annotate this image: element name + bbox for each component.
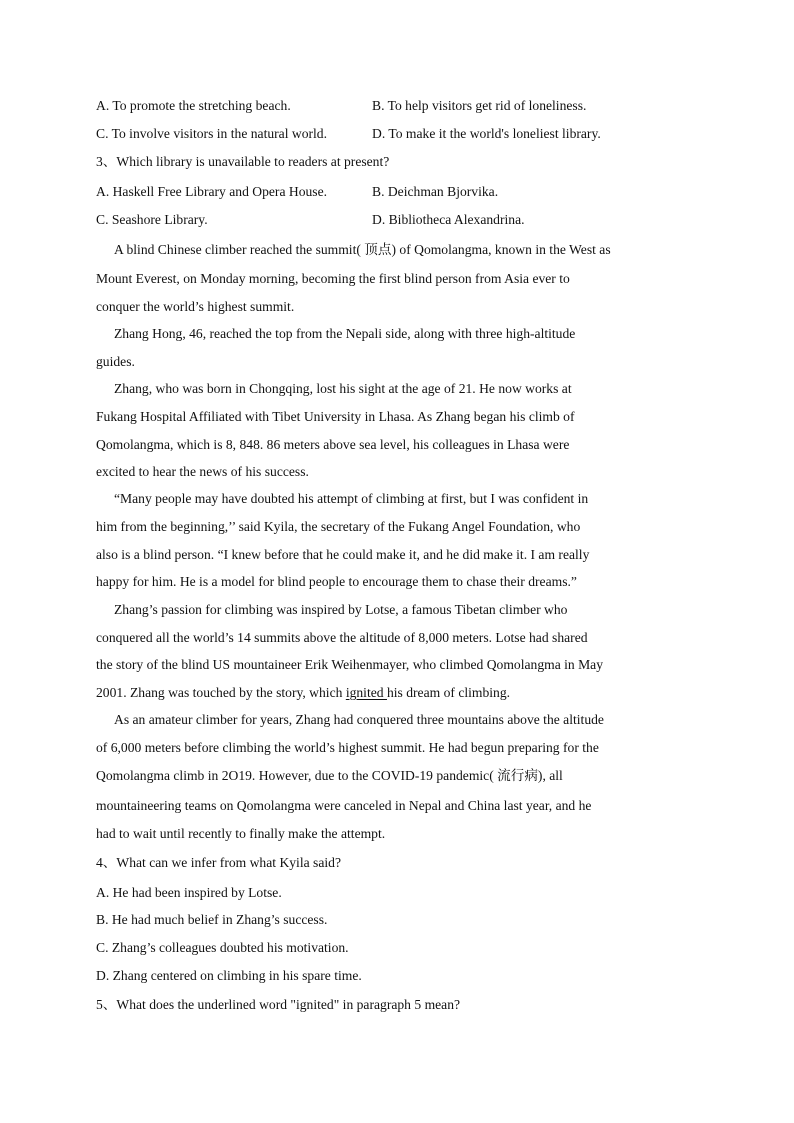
passage-p2-line1: Zhang Hong, 46, reached the top from the Nepali side, along with three high-altitude <box>114 326 576 341</box>
passage-p1-line2: Mount Everest, on Monday morning, becoming the first blind person from Asia ever to <box>96 271 570 286</box>
q3-option-a: A. Haskell Free Library and Opera House. <box>96 184 328 199</box>
passage-p3-line3: Qomolangma, which is 8, 848. 86 meters above sea level, his colleagues in Lhasa were <box>96 437 570 452</box>
q4-option-d: D. Zhang centered on climbing in his spare time. <box>96 968 362 983</box>
q2-options-row2 <box>96 126 700 142</box>
passage-p4-line4: happy for him. He is a model for blind people to encourage them to chase their dreams.” <box>96 574 577 589</box>
q2-option-b: B. To help visitors get rid of loneliness. <box>372 98 587 113</box>
passage-p3-line2: Fukang Hospital Affiliated with Tibet University in Lhasa. As Zhang began his climb of <box>96 409 575 424</box>
passage-p5-line2: conquered all the world’s 14 summits above the altitude of 8,000 meters. Lotse had shared <box>96 630 588 645</box>
q4-question: 4、What can we infer from what Kyila said? <box>96 855 341 870</box>
q4-option-b: B. He had much belief in Zhang’s success. <box>96 912 328 927</box>
passage-p4-line2: him from the beginning,’’ said Kyila, the secretary of the Fukang Angel Foundation, who <box>96 519 581 534</box>
passage-p1-line3: conquer the world’s highest summit. <box>96 299 295 314</box>
q2-option-a: A. To promote the stretching beach. <box>96 98 291 113</box>
passage-p5-line1: Zhang’s passion for climbing was inspired by Lotse, a famous Tibetan climber who <box>114 602 568 617</box>
passage-p1-line1: A blind Chinese climber reached the summit( 顶点) of Qomolangma, known in the West as <box>114 242 611 257</box>
passage-p4-line3: also is a blind person. “I knew before that he could make it, and he did make it. I am really <box>96 547 590 562</box>
q3-option-c: C. Seashore Library. <box>96 212 208 227</box>
passage-p4-line1: “Many people may have doubted his attempt of climbing at first, but I was confident in <box>114 491 589 506</box>
q5-question: 5、What does the underlined word "ignited" in paragraph 5 mean? <box>96 997 461 1012</box>
q2-option-c: C. To involve visitors in the natural world. <box>96 126 328 141</box>
passage-p6-line4: mountaineering teams on Qomolangma were canceled in Nepal and China last year, and he <box>96 798 592 813</box>
q4-option-a: A. He had been inspired by Lotse. <box>96 885 282 900</box>
passage-p5-line4-end: his dream of climbing. <box>386 685 511 700</box>
q3-option-d: D. Bibliotheca Alexandrina. <box>372 212 525 227</box>
q3-options-row2 <box>96 212 700 228</box>
passage-p5-line3: the story of the blind US mountaineer Erik Weihenmayer, who climbed Qomolangma in May <box>96 657 604 672</box>
passage-p6-line3: Qomolangma climb in 2O19. However, due to the COVID-19 pandemic( 流行病), all <box>96 768 563 783</box>
passage-p6-line2: of 6,000 meters before climbing the world’s highest summit. He had begun preparing for the <box>96 740 599 755</box>
q4-option-c: C. Zhang’s colleagues doubted his motivation. <box>96 940 349 955</box>
passage-p2-line2: guides. <box>96 354 135 369</box>
passage-p5-line4 <box>96 685 700 701</box>
q3-options-row1 <box>96 184 700 200</box>
passage-p3-line4: excited to hear the news of his success. <box>96 464 309 479</box>
passage-p6-line1: As an amateur climber for years, Zhang had conquered three mountains above the altitude <box>114 712 604 727</box>
underlined-word-ignited: ignited <box>345 685 387 700</box>
passage-p6-line5: had to wait until recently to finally make the attempt. <box>96 826 386 841</box>
q3-question: 3、Which library is unavailable to readers at present? <box>96 154 390 169</box>
q2-options-row1 <box>96 98 700 114</box>
q2-option-d: D. To make it the world's loneliest library. <box>372 126 601 141</box>
passage-p3-line1: Zhang, who was born in Chongqing, lost his sight at the age of 21. He now works at <box>114 381 572 396</box>
passage-p5-line4-start: 2001. Zhang was touched by the story, which <box>96 685 346 700</box>
q3-option-b: B. Deichman Bjorvika. <box>372 184 499 199</box>
